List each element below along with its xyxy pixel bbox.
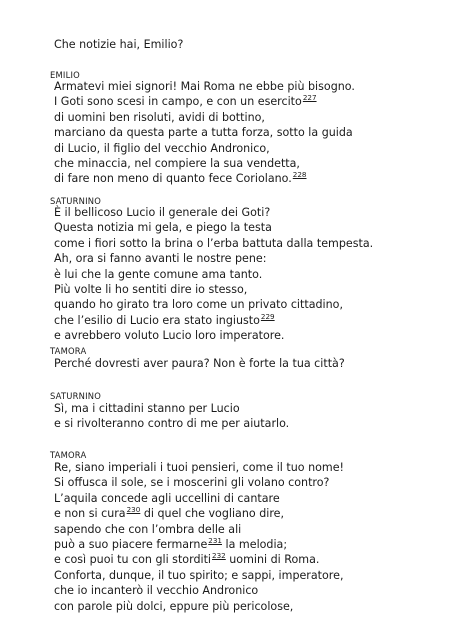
footnote-ref-link[interactable]: 228 <box>292 170 307 180</box>
verse-text: Che notizie hai, Emilio? <box>54 38 184 51</box>
verse-line <box>54 172 307 186</box>
verse-line <box>54 584 258 598</box>
footnote-ref-link[interactable]: 231 <box>208 536 222 545</box>
verse-text: di quel che vogliano dire, <box>140 507 284 521</box>
verse-line <box>54 492 280 506</box>
verse-text: Perché dovresti aver paura? Non è forte la tua città? <box>54 357 345 370</box>
verse-text: è lui che la gente comune ama tanto. <box>54 267 263 281</box>
verse-line <box>54 507 284 521</box>
verse-text: e avrebbero voluto Lucio loro imperatore. <box>54 329 285 343</box>
verse-text: può a suo piacere fermarne <box>54 538 208 551</box>
verse-line <box>54 476 329 490</box>
verse-text: Armatevi miei signori! Mai Roma ne ebbe più bisogno. <box>54 80 355 93</box>
verse-line <box>54 126 353 140</box>
verse-text: Sì, ma i cittadini stanno per Lucio <box>54 402 240 415</box>
verse-text: marciano da questa parte a tutta forza, sotto la guida <box>54 126 353 140</box>
verse-text: I Goti sono scesi in campo, e con un esercito <box>54 95 302 109</box>
verse-line <box>54 553 319 567</box>
verse-text: uomini di Roma. <box>225 553 320 567</box>
verse-text: che io incanterò il vecchio Andronico <box>54 584 259 598</box>
verse-text: quando ho girato tra loro come un privato cittadino, <box>54 298 343 312</box>
verse-text: Re, siano imperiali i tuoi pensieri, come il tuo nome! <box>54 461 344 474</box>
verse-text: come i fiori sotto la brina o l’erba battuta dalla tempesta. <box>54 236 374 250</box>
verse-text: e non si cura <box>54 507 126 521</box>
verse-line <box>54 283 247 297</box>
verse-line <box>54 311 275 328</box>
verse-text: di fare non meno di quanto fece Coriolano. <box>54 172 292 186</box>
verse-text: la melodia; <box>222 538 288 551</box>
verse-line <box>54 221 272 235</box>
speaker-name: TAMORA <box>50 450 87 460</box>
verse-text: sapendo che con l’ombra delle ali <box>54 522 242 536</box>
speaker-name: SATURNINO <box>50 196 102 206</box>
verse-line <box>54 600 293 614</box>
verse-text: che minaccia, nel compiere la sua vendetta, <box>54 157 300 170</box>
verse-line <box>54 157 300 171</box>
verse-text: Ah, ora si fanno avanti le nostre pene: <box>54 252 267 266</box>
verse-line <box>54 237 373 251</box>
speaker-name: TAMORA <box>50 346 87 356</box>
verse-line <box>54 357 345 371</box>
verse-text: Più volte li ho sentiti dire io stesso, <box>54 283 248 296</box>
verse-text: È il bellicoso Lucio il generale dei Goti? <box>54 206 271 219</box>
verse-text: Si offusca il sole, se i moscerini gli volano contro? <box>54 476 330 490</box>
speaker-name: EMILIO <box>50 70 80 80</box>
footnote-ref-link[interactable]: 232 <box>212 551 226 561</box>
verse-text: Conforta, dunque, il tuo spirito; e sappi, imperatore, <box>54 568 344 582</box>
verse-line <box>54 523 241 537</box>
verse-line <box>54 252 266 266</box>
verse-text: e si rivolteranno contro di me per aiutarlo. <box>54 417 290 431</box>
verse-line <box>54 80 355 94</box>
verse-text: con parole più dolci, eppure più pericolose, <box>54 599 294 613</box>
verse-line <box>54 402 240 416</box>
verse-text: che l’esilio di Lucio era stato ingiusto <box>54 313 260 327</box>
speaker-name: SATURNINO <box>50 391 102 401</box>
verse-line <box>54 38 183 52</box>
verse-line <box>54 142 270 156</box>
verse-line <box>54 417 289 431</box>
verse-line <box>54 329 284 343</box>
verse-line <box>54 569 343 583</box>
verse-line <box>54 298 343 312</box>
verse-line <box>54 268 262 282</box>
footnote-ref-link[interactable]: 229 <box>260 311 275 321</box>
verse-text: e così puoi tu con gli storditi <box>54 553 212 567</box>
verse-line <box>54 95 317 109</box>
verse-line <box>54 538 287 552</box>
verse-text: di uomini ben risoluti, avidi di bottino, <box>54 110 265 124</box>
verse-text: L’aquila concede agli uccellini di cantare <box>54 491 280 505</box>
verse-line <box>54 111 265 125</box>
verse-line <box>54 461 344 475</box>
verse-line <box>54 206 270 220</box>
verse-text: Questa notizia mi gela, e piego la testa <box>54 221 272 235</box>
verse-text: di Lucio, il figlio del vecchio Andronico, <box>54 141 270 155</box>
footnote-ref-link[interactable]: 230 <box>126 505 141 515</box>
footnote-ref-link[interactable]: 227 <box>302 93 317 103</box>
